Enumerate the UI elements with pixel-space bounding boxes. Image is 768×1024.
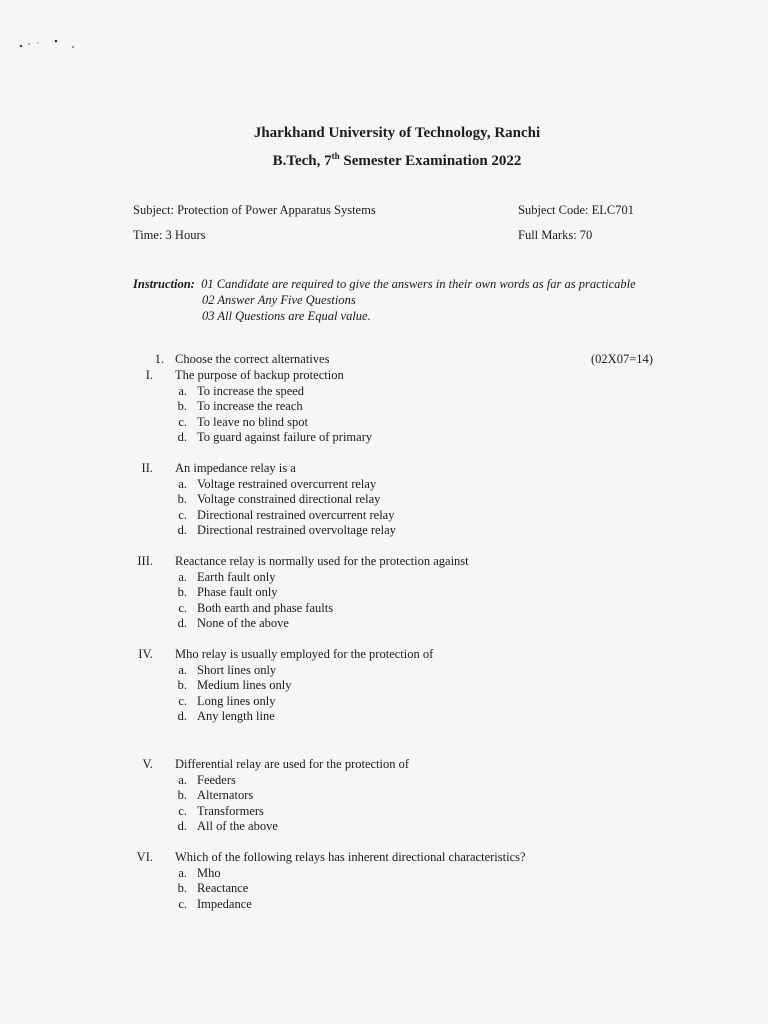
option-text: Transformers xyxy=(197,803,264,818)
subquestion-text: Differential relay are used for the protection of xyxy=(175,757,410,771)
option-letter: b. xyxy=(177,788,187,802)
instructions-block xyxy=(133,276,636,324)
instruction-item: 02 Answer Any Five Questions xyxy=(202,293,356,307)
option-letter: c. xyxy=(178,693,187,708)
option-text: Alternators xyxy=(197,788,254,802)
option-letter: b. xyxy=(177,585,187,599)
option-letter: a. xyxy=(178,383,187,398)
question-text: Choose the correct alternatives xyxy=(175,352,330,366)
option-text: Both earth and phase faults xyxy=(197,600,334,615)
option-letter: a. xyxy=(178,569,187,584)
exam-title: B.Tech, 7th Semester Examination 2022 xyxy=(272,151,522,169)
option-letter: a. xyxy=(178,865,187,880)
option-letter: d. xyxy=(177,819,187,833)
option-letter: c. xyxy=(178,600,187,615)
option-letter: a. xyxy=(178,772,187,787)
subquestion-numeral: IV. xyxy=(138,647,153,661)
subquestion-text: An impedance relay is a xyxy=(175,461,296,475)
option-letter: b. xyxy=(177,678,187,692)
option-text: Earth fault only xyxy=(197,569,276,584)
subquestion-numeral: V. xyxy=(142,757,153,771)
option-text: Voltage restrained overcurrent relay xyxy=(197,476,377,491)
subquestion-numeral: II. xyxy=(141,461,153,475)
subquestion-text: Which of the following relays has inherent directional characteristics? xyxy=(175,850,526,864)
full-marks: Full Marks: 70 xyxy=(518,228,593,242)
subject-name: Subject: Protection of Power Apparatus Systems xyxy=(133,203,376,217)
subquestion-numeral: I. xyxy=(145,368,153,382)
option-letter: c. xyxy=(178,414,187,429)
option-text: Long lines only xyxy=(197,693,276,708)
option-text: Directional restrained overcurrent relay xyxy=(197,507,395,522)
option-text: To increase the speed xyxy=(197,383,305,398)
option-letter: d. xyxy=(177,430,187,444)
question-number: 1. xyxy=(154,352,164,366)
option-text: Voltage constrained directional relay xyxy=(197,492,381,506)
option-text: None of the above xyxy=(197,616,289,630)
option-text: Phase fault only xyxy=(197,585,278,599)
option-text: To increase the reach xyxy=(197,399,303,413)
option-text: Short lines only xyxy=(197,662,277,677)
exam-time: Time: 3 Hours xyxy=(133,228,206,242)
subquestion-numeral: VI. xyxy=(136,850,153,864)
option-letter: b. xyxy=(177,881,187,895)
option-letter: a. xyxy=(178,476,187,491)
option-text: Impedance xyxy=(197,896,252,911)
option-letter: d. xyxy=(177,616,187,630)
option-letter: c. xyxy=(178,803,187,818)
option-letter: c. xyxy=(178,896,187,911)
option-letter: b. xyxy=(177,492,187,506)
subquestion-text: Reactance relay is normally used for the protection against xyxy=(175,554,469,568)
option-letter: c. xyxy=(178,507,187,522)
option-text: Medium lines only xyxy=(197,678,292,692)
scan-speck-marks xyxy=(18,38,88,52)
question-marks: (02X07=14) xyxy=(591,352,653,366)
option-text: Any length line xyxy=(197,709,275,723)
subquestion-numeral: III. xyxy=(137,554,153,568)
instruction-item: 03 All Questions are Equal value. xyxy=(202,309,371,323)
option-letter: a. xyxy=(178,662,187,677)
instruction-label: Instruction: xyxy=(133,277,195,291)
instruction-item: 01 Candidate are required to give the answers in their own words as far as practicable xyxy=(201,277,636,291)
subject-code: Subject Code: ELC701 xyxy=(518,203,634,217)
option-letter: b. xyxy=(177,399,187,413)
option-text: Directional restrained overvoltage relay xyxy=(197,523,396,537)
option-text: Mho xyxy=(197,865,221,880)
option-letter: d. xyxy=(177,523,187,537)
option-text: All of the above xyxy=(197,819,278,833)
option-letter: d. xyxy=(177,709,187,723)
option-text: To leave no blind spot xyxy=(197,414,308,429)
option-text: To guard against failure of primary xyxy=(197,430,373,444)
subquestion-text: The purpose of backup protection xyxy=(175,368,344,382)
option-text: Feeders xyxy=(197,772,236,787)
subquestion-text: Mho relay is usually employed for the protection of xyxy=(175,647,434,661)
option-text: Reactance xyxy=(197,881,249,895)
university-title: Jharkhand University of Technology, Ranchi xyxy=(253,125,541,141)
